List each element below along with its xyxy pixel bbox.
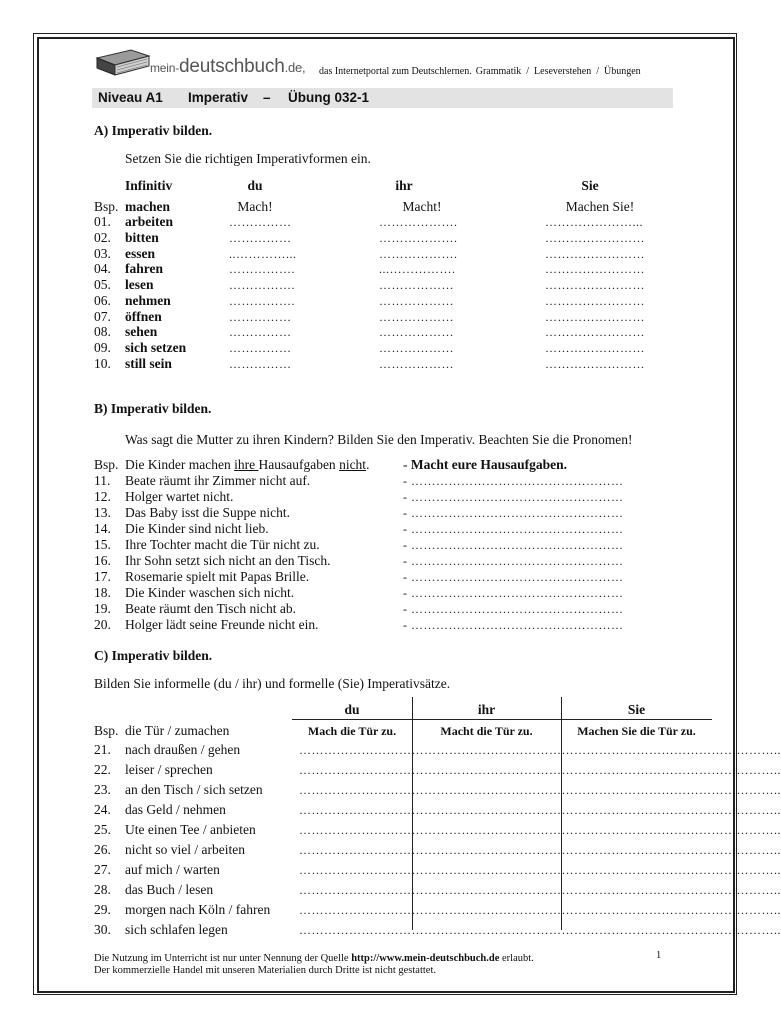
row-number: 18. (94, 585, 111, 600)
section-a-instruction: Setzen Sie die richtigen Imperativformen ein. (125, 151, 371, 166)
table-header: ihr (477, 702, 496, 717)
tagline: das Internetportal zum Deutschlernen. Grammatik / Leseverstehen / Übungen (319, 66, 641, 77)
row-number: 23. (94, 782, 111, 797)
answer-line[interactable]: …………………………………………………………………………………………………….. (299, 823, 781, 837)
footer-line-2: Der kommerzielle Handel mit unseren Materialien durch Dritte ist nicht gestattet. (94, 965, 437, 976)
footer-line-1: Die Nutzung im Unterricht ist nur unter Nennung der Quelle http://www.mein-deutschbuch.de erlaubt. (94, 953, 534, 964)
answer-line[interactable]: …………………………………………………………………………………………………….. (299, 743, 781, 757)
verb-infinitive: fahren (125, 261, 164, 277)
row-number: 17. (94, 569, 111, 584)
row-number: Bsp. (94, 199, 119, 214)
phrase: morgen nach Köln / fahren (125, 902, 271, 917)
level-bar: Niveau A1 Imperativ – Übung 032-1 (92, 88, 673, 108)
table-header: du (247, 178, 263, 193)
answer-sie[interactable]: …………………… (545, 309, 645, 324)
row-number: 16. (94, 553, 111, 568)
row-number: 06. (94, 292, 111, 308)
answer-sie[interactable]: …………………… (545, 356, 645, 371)
sentence: Beate räumt ihr Zimmer nicht auf. (125, 473, 311, 488)
answer-line[interactable]: - …………………………………………… (403, 506, 624, 520)
row-number: 19. (94, 601, 111, 616)
answer-du[interactable]: ……………. (229, 293, 295, 308)
answer-du[interactable]: …………… (229, 309, 292, 324)
answer-line[interactable]: …………………………………………………………………………………………………….. (299, 803, 781, 817)
table-header: du (344, 702, 360, 717)
answer-du[interactable]: …………… (229, 325, 292, 340)
topic-label: Imperativ (188, 90, 249, 105)
example-ihr: Macht! (402, 199, 442, 214)
answer-line[interactable]: …………………………………………………………………………………………………….. (299, 923, 781, 937)
row-number: 08. (94, 324, 111, 340)
verb-infinitive: öffnen (125, 308, 162, 324)
sentence: Beate räumt den Tisch nicht ab. (125, 601, 296, 616)
verb-infinitive: sich setzen (125, 340, 187, 355)
verb-infinitive: nehmen (125, 292, 171, 308)
answer-line[interactable]: - …………………………………………… (403, 474, 624, 488)
phrase: an den Tisch / sich setzen (125, 782, 263, 797)
answer-line[interactable]: - …………………………………………… (403, 490, 624, 504)
answer-sie[interactable]: …………………… (545, 278, 645, 292)
row-number: 28. (94, 882, 111, 897)
phrase: Ute einen Tee / anbieten (125, 822, 256, 837)
verb-infinitive: machen (125, 199, 170, 214)
answer-ihr[interactable]: ………………. (379, 246, 458, 261)
phrase: sich schlafen legen (125, 922, 228, 937)
table-header: Sie (581, 178, 599, 193)
answer-line[interactable]: …………………………………………………………………………………………………….. (299, 783, 781, 797)
row-number: Bsp. (94, 723, 119, 738)
answer-du[interactable]: …………… (229, 356, 292, 371)
answer-line[interactable]: - …………………………………………… (403, 618, 624, 632)
answer-line[interactable]: …………………………………………………………………………………………………….. (299, 863, 781, 877)
answer-line[interactable]: - …………………………………………… (403, 586, 624, 600)
answer-du[interactable]: ……………. (229, 262, 295, 277)
answer-du[interactable]: …………… (229, 215, 292, 229)
sentence: Das Baby isst die Suppe nicht. (125, 505, 290, 520)
section-b-example-answer: - Macht eure Hausaufgaben. (403, 457, 568, 472)
verb-infinitive: arbeiten (125, 214, 173, 229)
answer-ihr[interactable]: ...……………. (379, 262, 456, 277)
book-logo-icon (95, 48, 151, 78)
row-number: 10. (94, 355, 111, 371)
table-header: Sie (627, 702, 646, 717)
answer-line[interactable]: …………………………………………………………………………………………………….. (299, 843, 781, 857)
section-b-title: B) Imperativ bilden. (94, 401, 212, 416)
row-number: 24. (94, 802, 111, 817)
table-header: Infinitiv (125, 178, 173, 193)
row-number: 07. (94, 308, 111, 324)
table-header: ihr (395, 178, 413, 193)
section-c-instruction: Bilden Sie informelle (du / ihr) und formelle (Sie) Imperativsätze. (94, 676, 451, 691)
row-number: 30. (94, 922, 111, 937)
section-b-instruction: Was sagt die Mutter zu ihren Kindern? Bilden Sie den Imperativ. Beachten Sie die Pronomen! (125, 432, 633, 447)
row-number: 15. (94, 537, 111, 552)
sentence: Die Kinder waschen sich nicht. (125, 585, 295, 600)
answer-ihr[interactable]: ……………… (379, 293, 454, 308)
answer-ihr[interactable]: ………………. (379, 230, 458, 245)
verb-infinitive: essen (125, 245, 155, 261)
header-rule (292, 719, 712, 720)
answer-sie[interactable]: …………………… (545, 230, 645, 245)
phrase: nicht so viel / arbeiten (125, 842, 245, 857)
section-c-title: C) Imperativ bilden. (94, 648, 213, 663)
sentence: Holger lädt seine Freunde nicht ein. (125, 617, 319, 632)
sentence: Holger wartet nicht. (125, 489, 234, 504)
answer-line[interactable]: - …………………………………………… (403, 554, 624, 568)
section-a-title: A) Imperativ bilden. (94, 123, 213, 138)
page-number: 1 (656, 950, 662, 961)
answer-sie[interactable]: …………………… (545, 246, 645, 261)
row-number: 02. (94, 229, 111, 245)
answer-du[interactable]: ..…………... (229, 246, 297, 261)
answer-ihr[interactable]: ………………. (379, 215, 458, 229)
answer-ihr[interactable]: ……………… (379, 356, 454, 371)
row-number: 26. (94, 842, 111, 857)
row-number: 09. (94, 340, 111, 355)
row-number: 11. (94, 473, 111, 488)
phrase: nach draußen / gehen (125, 742, 241, 757)
level-label: Niveau A1 (98, 90, 163, 105)
footer-url: http://www.mein-deutschbuch.de (351, 953, 500, 964)
answer-sie[interactable]: …………………… (545, 341, 645, 355)
answer-line[interactable]: …………………………………………………………………………………………………….. (299, 763, 781, 777)
row-number: 14. (94, 521, 111, 536)
row-number: 05. (94, 277, 111, 292)
answer-sie[interactable]: …………………… (545, 325, 645, 340)
verb-infinitive: lesen (125, 277, 154, 292)
row-number: 01. (94, 214, 111, 229)
answer-du[interactable]: …………… (229, 230, 292, 245)
verb-infinitive: sehen (125, 324, 158, 340)
section-b-example-sentence: Die Kinder machen ihre Hausaufgaben nicht. (125, 457, 370, 472)
example-du: Mach die Tür zu. (307, 724, 397, 738)
answer-line[interactable]: - …………………………………………… (403, 538, 624, 552)
row-number: 27. (94, 862, 111, 877)
verb-infinitive: still sein (125, 355, 172, 371)
answer-ihr[interactable]: ……………… (379, 325, 454, 340)
example-sie: Machen Sie! (565, 199, 635, 214)
phrase: auf mich / warten (125, 862, 220, 877)
row-number: 29. (94, 902, 111, 917)
answer-line[interactable]: - …………………………………………… (403, 522, 624, 536)
example-du: Mach! (237, 199, 273, 214)
section-b-example-num: Bsp. (94, 457, 119, 472)
answer-du[interactable]: ……………. (229, 278, 295, 292)
row-number: 22. (94, 762, 111, 777)
example-sie: Machen Sie die Tür zu. (577, 724, 696, 738)
sentence: Ihre Tochter macht die Tür nicht zu. (125, 537, 320, 552)
row-number: 21. (94, 742, 111, 757)
answer-sie[interactable]: …………………… (545, 262, 645, 277)
sentence: Rosemarie spielt mit Papas Brille. (125, 569, 310, 584)
answer-line[interactable]: - …………………………………………… (403, 602, 624, 616)
brand-logo-text: mein-deutschbuch.de, (150, 56, 306, 77)
answer-sie[interactable]: …………………… (545, 293, 645, 308)
answer-ihr[interactable]: ……………… (379, 341, 454, 355)
row-number: 03. (94, 245, 111, 261)
answer-du[interactable]: …………… (229, 341, 292, 355)
row-number: 04. (94, 261, 111, 277)
sentence: Ihr Sohn setzt sich nicht an den Tisch. (125, 553, 331, 568)
answer-ihr[interactable]: ……………… (379, 309, 454, 324)
phrase: die Tür / zumachen (125, 723, 230, 738)
nav-links: Grammatik / Leseverstehen / Übungen (475, 66, 641, 77)
sentence: Die Kinder sind nicht lieb. (125, 521, 269, 536)
exercise-label: Übung 032-1 (288, 90, 370, 105)
verb-infinitive: bitten (125, 229, 159, 245)
row-number: 20. (94, 617, 111, 632)
row-number: 25. (94, 822, 111, 837)
row-number: 12. (94, 489, 111, 504)
example-ihr: Macht die Tür zu. (440, 724, 533, 738)
answer-line[interactable]: - …………………………………………… (403, 570, 624, 584)
row-number: 13. (94, 505, 111, 520)
phrase: das Geld / nehmen (125, 802, 226, 817)
answer-sie[interactable]: …………………... (545, 215, 643, 229)
answer-line[interactable]: …………………………………………………………………………………………………….. (299, 903, 781, 917)
answer-ihr[interactable]: ……………… (379, 278, 454, 292)
phrase: leiser / sprechen (125, 762, 213, 777)
answer-line[interactable]: …………………………………………………………………………………………………….. (299, 883, 781, 897)
phrase: das Buch / lesen (125, 882, 214, 897)
